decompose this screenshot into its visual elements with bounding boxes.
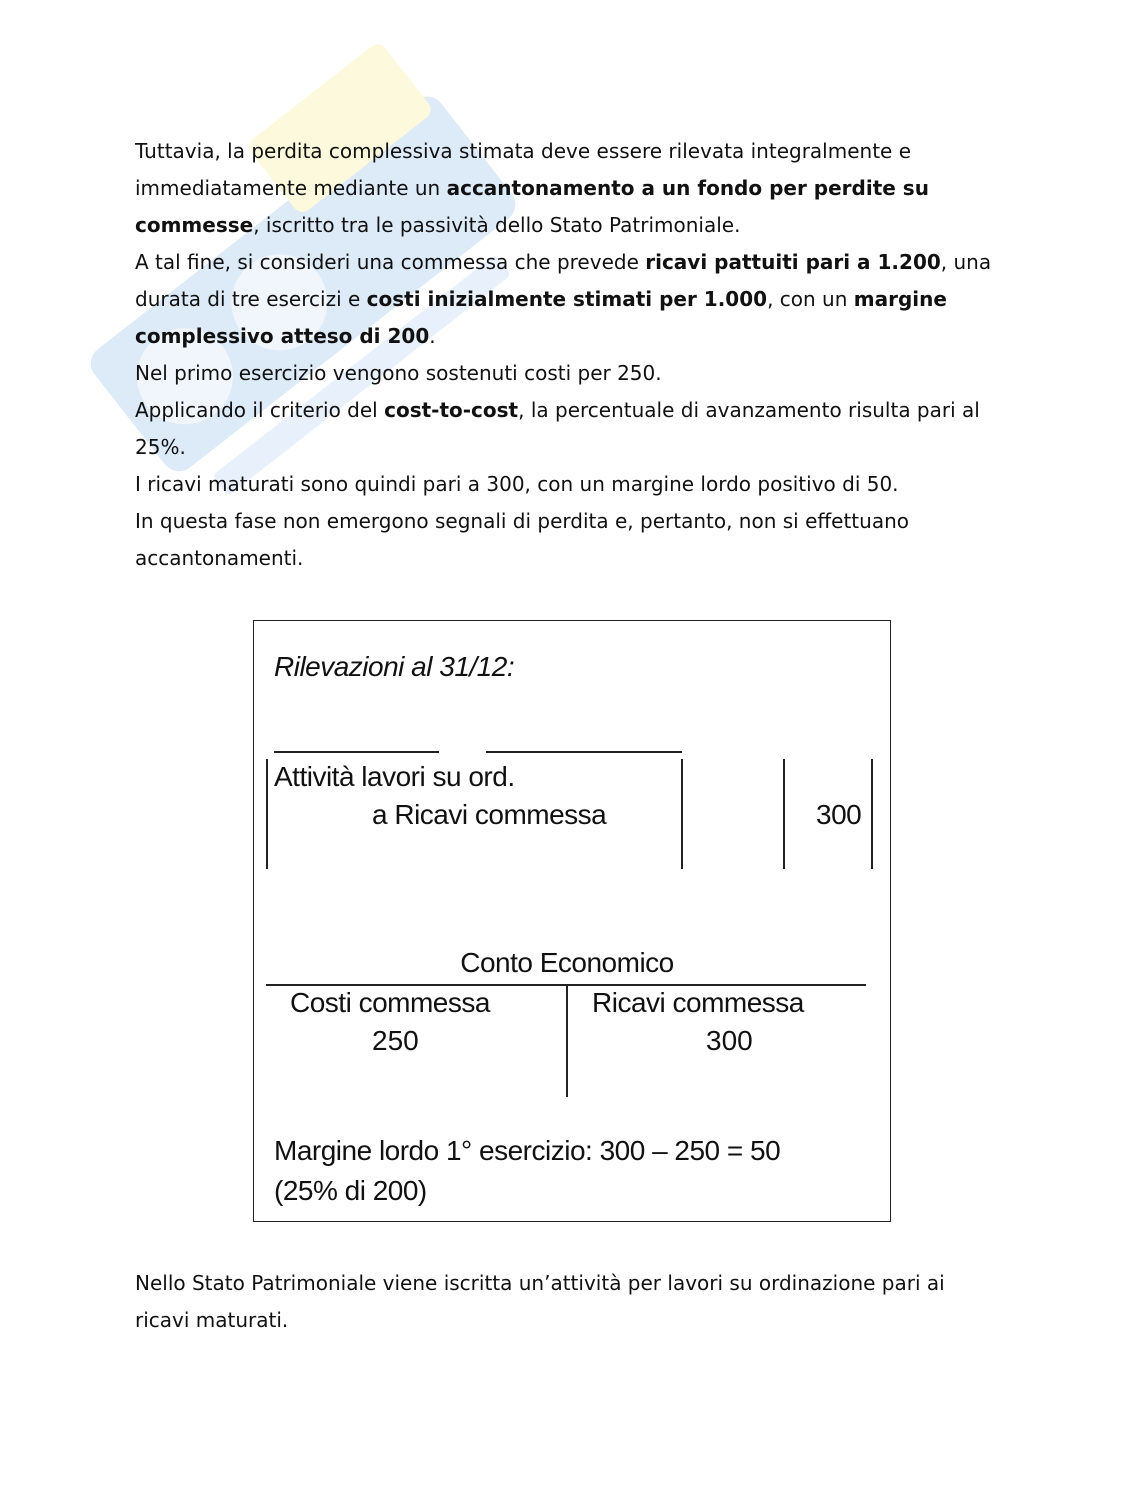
- text-run: Tuttavia, la perdita complessiva stimata deve essere rilevata integralmente e: [135, 139, 911, 163]
- costi-commessa-value: 250: [372, 1025, 419, 1056]
- text-run: Nello Stato Patrimoniale viene iscritta un’attività per lavori su ordinazione pari ai: [135, 1271, 945, 1295]
- text-run: immediatamente mediante un: [135, 176, 447, 200]
- bold-text-run: margine: [853, 287, 947, 311]
- intro-line: [135, 355, 1025, 392]
- text-run: , la percentuale di avanzamento risulta pari al: [518, 398, 980, 422]
- intro-line: [135, 133, 1025, 170]
- entry-credit-column-border: [871, 759, 873, 869]
- text-run: I ricavi maturati sono quindi pari a 300, con un margine lordo positivo di 50.: [135, 472, 899, 496]
- ricavi-commessa-label: Ricavi commessa: [592, 987, 804, 1018]
- entry-left-border: [266, 759, 268, 869]
- margine-percentuale-line: (25% di 200): [274, 1175, 427, 1206]
- intro-line: [135, 466, 1025, 503]
- outro-line: [135, 1302, 1025, 1339]
- ricavi-commessa-value: 300: [706, 1025, 753, 1056]
- text-run: 25%.: [135, 435, 186, 459]
- intro-line: [135, 503, 1025, 540]
- intro-paragraph: [135, 133, 1025, 577]
- accounting-entry-box: [253, 620, 891, 1222]
- text-run: Nel primo esercizio vengono sostenuti costi per 250.: [135, 361, 662, 385]
- text-run: A tal fine, si consideri una commessa che prevede: [135, 250, 646, 274]
- entry-debit-column-border: [783, 759, 785, 869]
- text-run: In questa fase non emergono segnali di perdita e, pertanto, non si effettuano: [135, 509, 909, 533]
- header-dash-right: [486, 751, 682, 753]
- intro-line: [135, 170, 1025, 207]
- intro-line: [135, 281, 1025, 318]
- text-run: ricavi maturati.: [135, 1308, 289, 1332]
- outro-paragraph: [135, 1265, 1025, 1339]
- text-run: accantonamenti.: [135, 546, 304, 570]
- text-run: Applicando il criterio del: [135, 398, 385, 422]
- bold-text-run: commesse: [135, 213, 254, 237]
- entry-credit-account: a Ricavi commessa: [372, 799, 607, 830]
- text-run: durata di tre esercizi e: [135, 287, 367, 311]
- box-title: Rilevazioni al 31/12:: [274, 651, 515, 682]
- text-run: , con un: [767, 287, 854, 311]
- header-dash-left: [274, 751, 439, 753]
- bold-text-run: ricavi pattuiti pari a 1.200: [645, 250, 941, 274]
- conto-economico-title: Conto Economico: [460, 947, 674, 978]
- intro-line: [135, 207, 1025, 244]
- text-run: , una: [940, 250, 992, 274]
- entry-amount: 300: [816, 799, 862, 830]
- outro-line: [135, 1265, 1025, 1302]
- text-run: .: [429, 324, 436, 348]
- costi-commessa-label: Costi commessa: [290, 987, 490, 1018]
- bold-text-run: cost-to-cost: [384, 398, 519, 422]
- t-account-divider: [566, 985, 568, 1097]
- intro-line: [135, 244, 1025, 281]
- intro-line: [135, 318, 1025, 355]
- intro-line: [135, 392, 1025, 429]
- bold-text-run: accantonamento a un fondo per perdite su: [446, 176, 929, 200]
- margine-lordo-line: Margine lordo 1° esercizio: 300 – 250 = 50: [274, 1135, 781, 1166]
- bold-text-run: complessivo atteso di 200: [135, 324, 430, 348]
- text-run: , iscritto tra le passività dello Stato Patrimoniale.: [253, 213, 741, 237]
- bold-text-run: costi inizialmente stimati per 1.000: [366, 287, 768, 311]
- intro-line: [135, 540, 1025, 577]
- entry-description-border: [681, 759, 683, 869]
- entry-debit-account: Attività lavori su ord.: [274, 761, 515, 792]
- intro-line: [135, 429, 1025, 466]
